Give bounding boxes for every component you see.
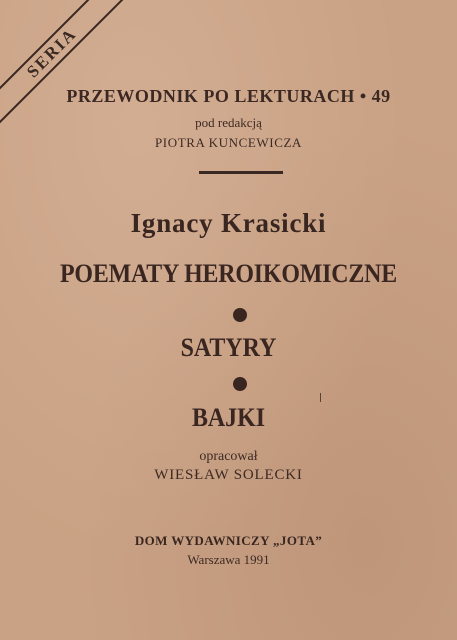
bullet-separator-1 (233, 308, 247, 322)
compiler-name: WIESŁAW SOLECKI (154, 467, 303, 483)
compiler-intro: opracował (199, 449, 258, 464)
series-label: SERIA (23, 24, 81, 82)
series-title: PRZEWODNIK PO LEKTURACH • 49 (66, 86, 391, 106)
paper-speck (320, 393, 321, 402)
publication-place-year: Warszawa 1991 (187, 552, 270, 567)
editor-intro: pod redakcją (195, 115, 262, 130)
series-corner-band (0, 0, 132, 133)
divider-rule (199, 171, 283, 174)
publisher-name: DOM WYDAWNICZY „JOTA” (134, 533, 323, 548)
author-name: Ignacy Krasicki (130, 208, 327, 238)
work-title-2: SATYRY (180, 333, 277, 362)
editor-name: PIOTRA KUNCEWICZA (154, 135, 303, 150)
work-title-3: BAJKI (191, 403, 266, 432)
bullet-separator-2 (233, 377, 247, 391)
work-title-1: POEMATY HEROIKOMICZNE (59, 259, 398, 288)
